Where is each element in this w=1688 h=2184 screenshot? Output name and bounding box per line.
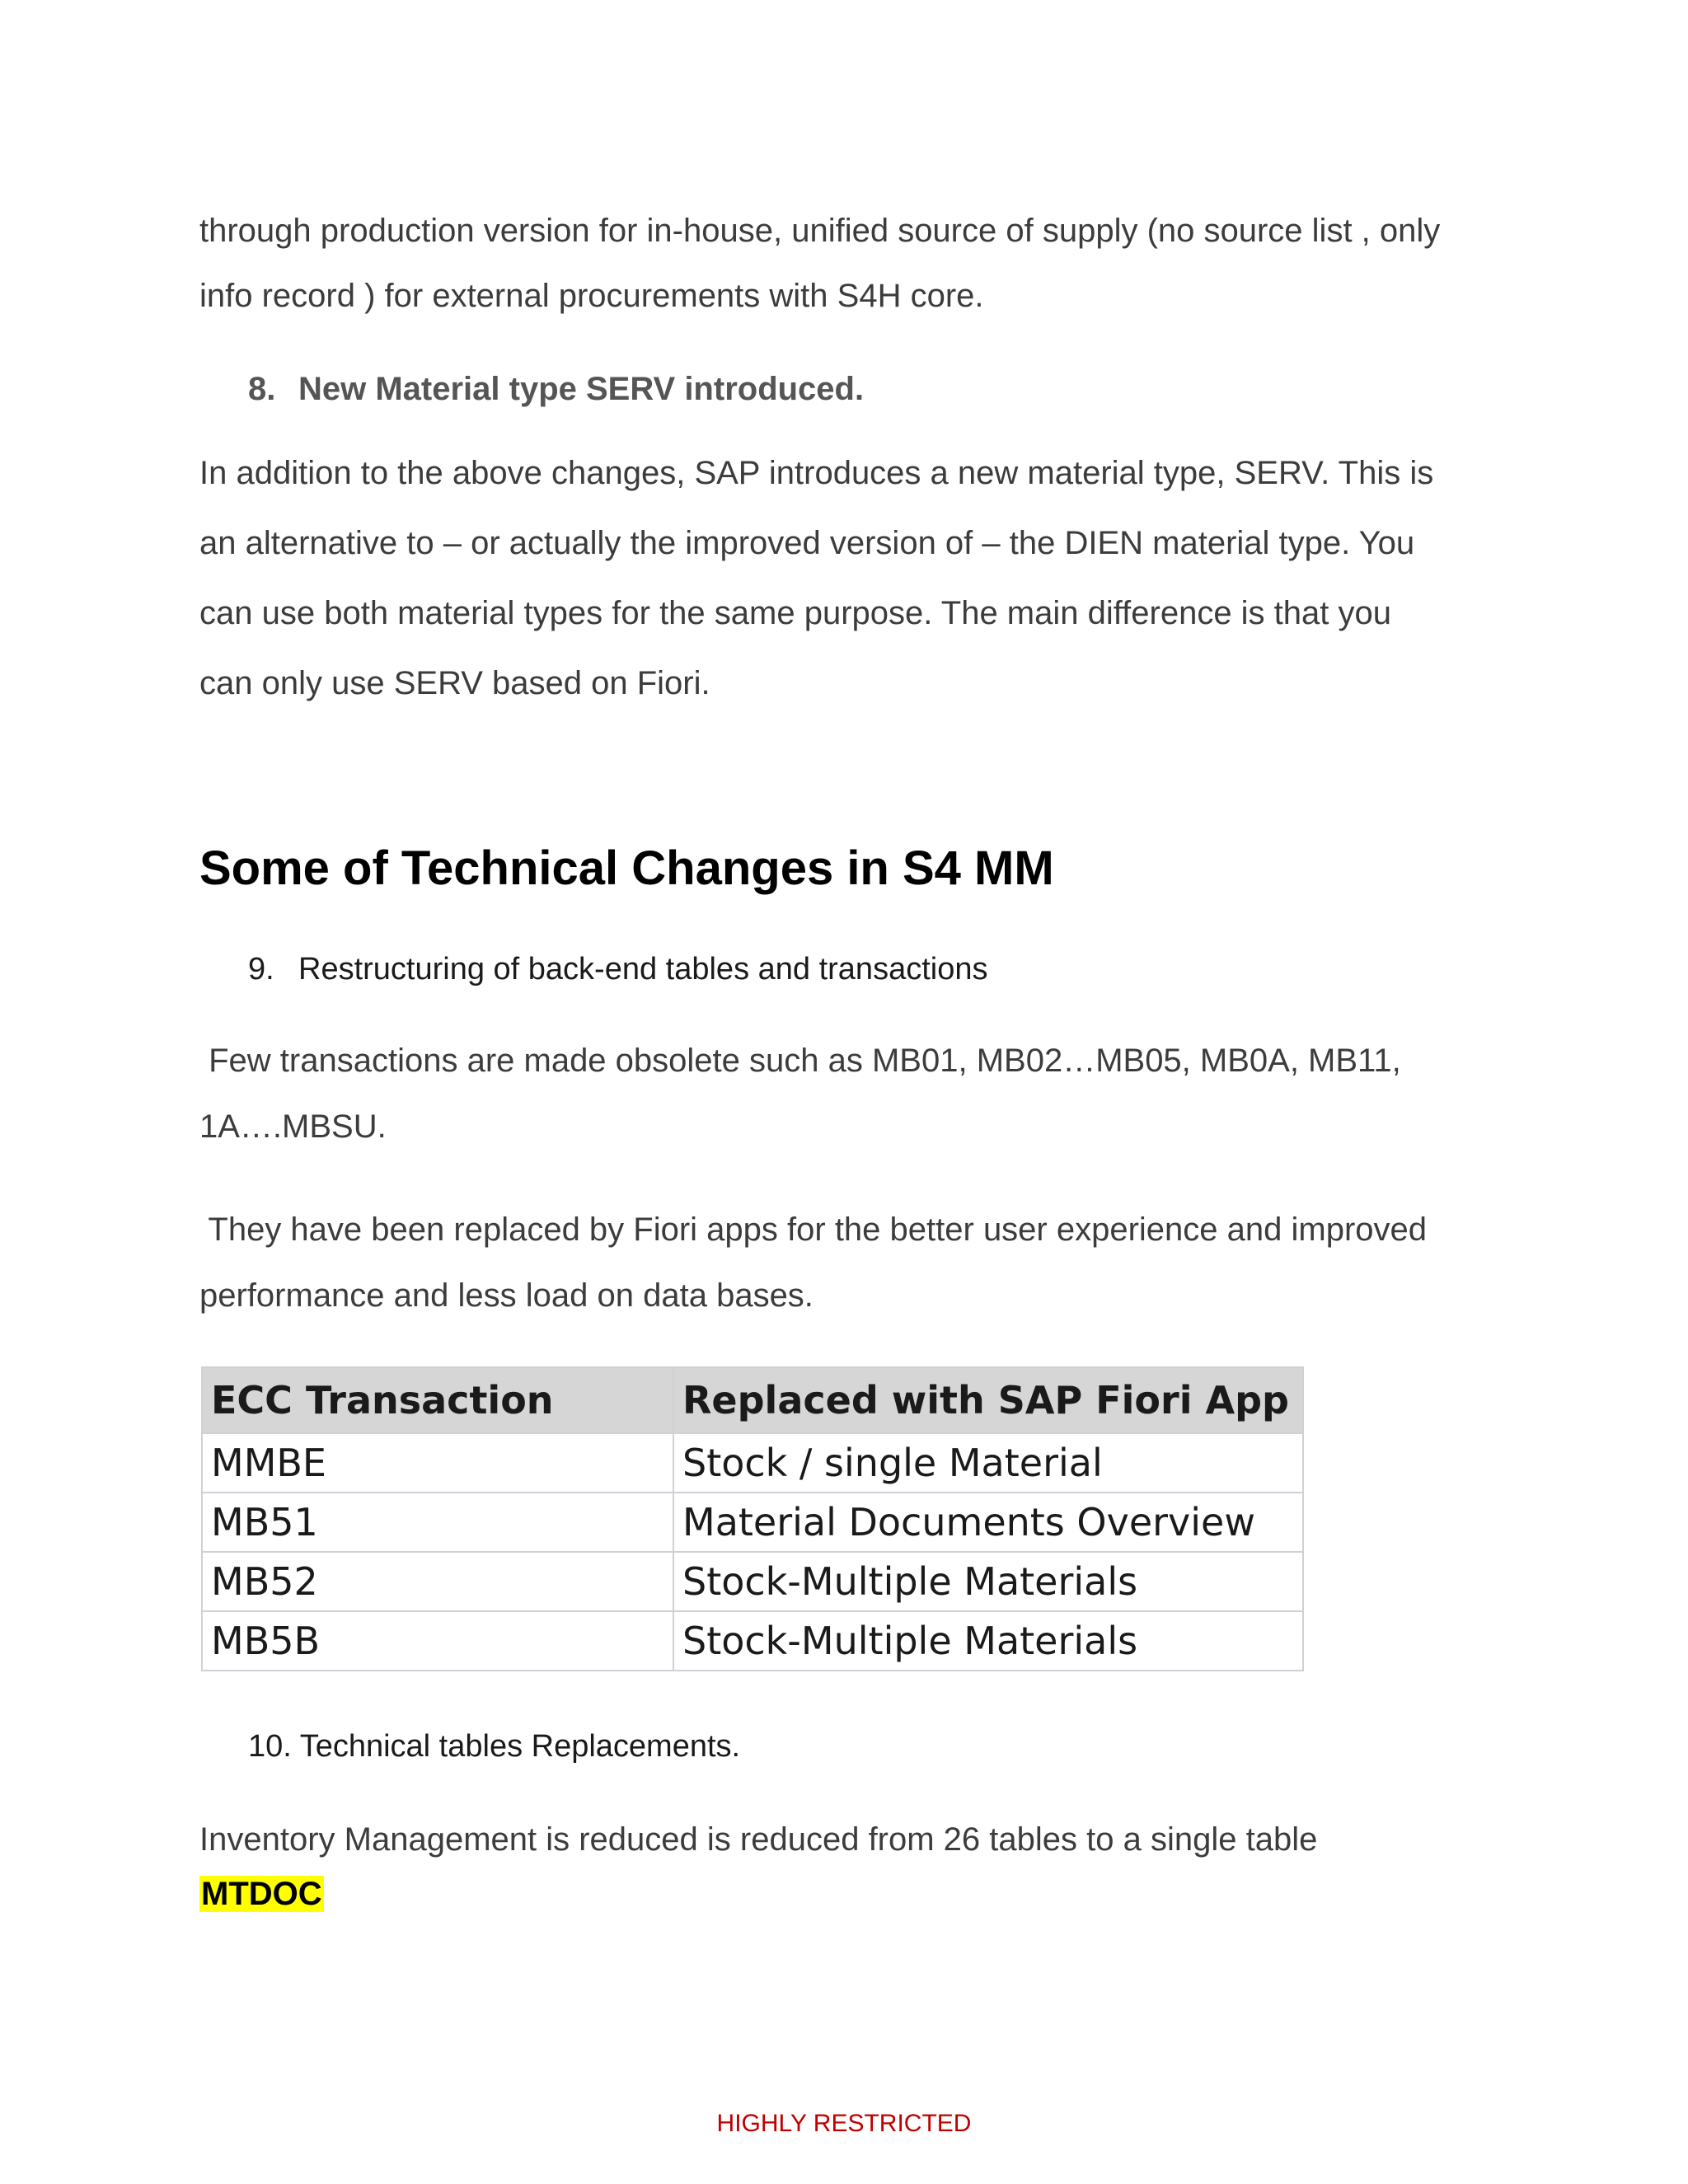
intro-line-1: through production version for in-house, unified source of supply (no source list , only [199,213,1441,249]
table-row [202,1433,1303,1493]
obsolete-line-1: Few transactions are made obsolete such as MB01, MB02…MB05, MB0A, MB11, [199,1043,1401,1079]
section-heading: Some of Technical Changes in S4 MM [199,841,1054,895]
table-cell: MB51 [202,1493,673,1552]
table-header-cell: ECC Transaction [202,1367,673,1433]
table-cell: Material Documents Overview [673,1493,1303,1552]
serv-line-3: can use both material types for the same purpose. The main difference is that you [199,595,1391,631]
classification-footer: HIGHLY RESTRICTED [716,2110,972,2137]
item-10-title: Technical tables Replacements. [299,1729,741,1764]
table-cell: MMBE [202,1433,673,1493]
serv-line-2: an alternative to – or actually the improved version of – the DIEN material type. You [199,525,1415,561]
inventory-highlight [199,1876,324,1913]
table-cell: Stock-Multiple Materials [673,1611,1303,1671]
table-cell: Stock / single Material [673,1433,1303,1493]
item-9-number: 9. [248,952,274,987]
transaction-table [201,1366,1304,1671]
table-row [202,1552,1303,1611]
obsolete-line-2: 1A….MBSU. [199,1108,387,1145]
item-8-number: 8. [248,371,276,407]
item-8-title: New Material type SERV introduced. [298,371,865,407]
table-row [202,1611,1303,1671]
item-9-title: Restructuring of back-end tables and transactions [298,952,988,987]
serv-line-1: In addition to the above changes, SAP introduces a new material type, SERV. This is [199,455,1434,491]
item-9-heading [248,952,987,987]
mtdoc-highlight: MTDOC [201,1876,322,1912]
replaced-line-1: They have been replaced by Fiori apps for the better user experience and improved [199,1212,1428,1248]
table-cell: MB52 [202,1552,673,1611]
serv-line-4: can only use SERV based on Fiori. [199,665,710,701]
item-10-number: 10. [248,1729,292,1764]
table-cell: Stock-Multiple Materials [673,1552,1303,1611]
item-10-heading [248,1729,740,1765]
inventory-line-1: Inventory Management is reduced is reduced from 26 tables to a single table [199,1821,1318,1858]
table-header-row [202,1367,1303,1433]
intro-line-2: info record ) for external procurements with S4H core. [199,278,984,314]
replaced-line-2: performance and less load on data bases. [199,1277,814,1314]
table-cell: MB5B [202,1611,673,1671]
item-8-heading [248,371,864,408]
table-row [202,1493,1303,1552]
table-header-cell: Replaced with SAP Fiori App [673,1367,1303,1433]
